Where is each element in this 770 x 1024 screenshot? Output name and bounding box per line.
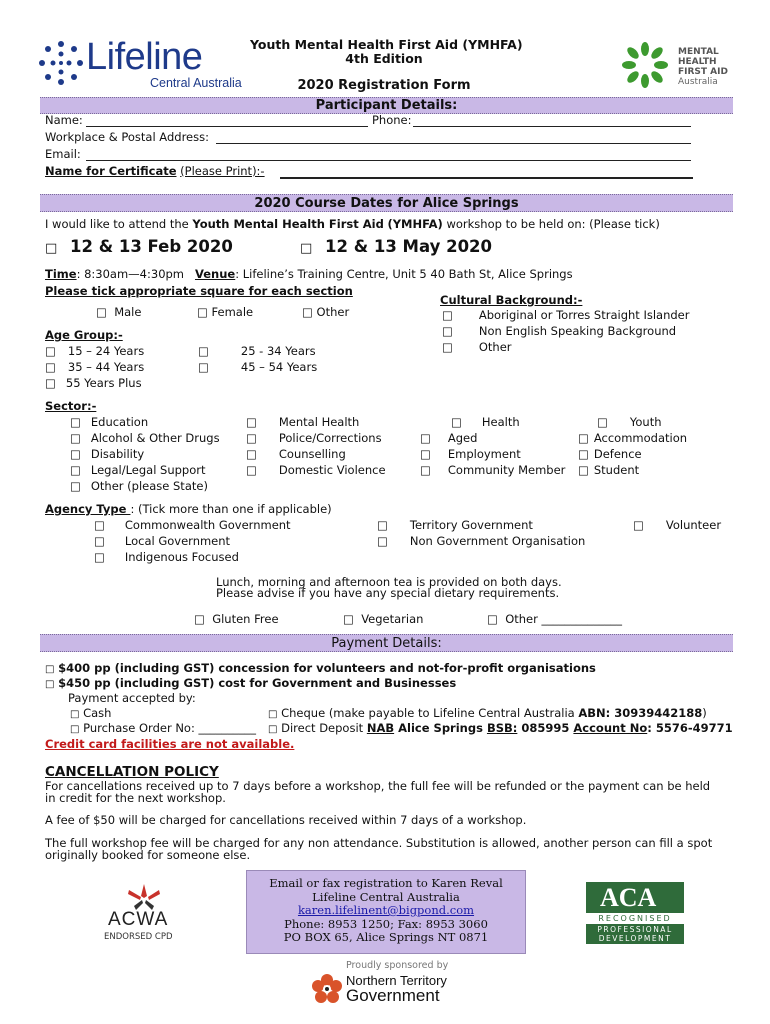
mhfa-flower-icon [622, 42, 668, 88]
pay-cheque[interactable] [268, 706, 707, 720]
time-value: : 8:30am—4:30pm [76, 267, 185, 281]
acwa-star-icon [124, 884, 164, 912]
cancel-p1b: in credit for the next workshop. [45, 791, 226, 805]
agency-checkbox[interactable] [94, 534, 105, 548]
age-checkbox[interactable] [198, 360, 209, 374]
address-label: Workplace & Postal Address: [45, 130, 209, 144]
course-intro [45, 217, 660, 231]
diet-label: Vegetarian [361, 612, 424, 626]
diet-checkbox[interactable] [487, 612, 498, 626]
dd-label: Direct Deposit [281, 721, 367, 735]
pay-checkbox[interactable] [70, 724, 79, 735]
sector-option[interactable] [578, 431, 687, 445]
sector-option[interactable] [246, 463, 386, 477]
sector-option[interactable] [420, 447, 521, 461]
mhfa-text-3: FIRST AID [678, 67, 728, 77]
fee-option-400[interactable] [45, 661, 596, 675]
cancel-p2: A fee of $50 will be charged for cancellations received within 7 days of a workshop. [45, 813, 527, 827]
aca-logo [586, 882, 684, 944]
agency-option[interactable] [377, 534, 585, 548]
agency-checkbox[interactable] [377, 534, 388, 548]
pay-checkbox[interactable] [268, 724, 277, 735]
sector-checkbox[interactable] [420, 431, 431, 445]
tick-instruction: Please tick appropriate square for each section [45, 284, 353, 298]
aca-sub2: PROFESSIONAL [597, 925, 673, 934]
sector-option[interactable] [70, 447, 144, 461]
age-option[interactable] [198, 344, 316, 358]
no-credit-cards: Credit card facilities are not available. [45, 737, 295, 751]
sector-label: Other (please State) [90, 479, 208, 493]
pay-label: Cash [83, 706, 112, 720]
time-venue [45, 267, 573, 281]
catering-line2: Please advise if you have any special dietary requirements. [216, 586, 560, 600]
dd-branch: Alice Springs [394, 721, 487, 735]
cancellation-heading: CANCELLATION POLICY [45, 764, 219, 780]
mhfa-text-4: Australia [678, 77, 718, 87]
gender-other-label: Other [316, 305, 350, 319]
sector-option[interactable] [578, 447, 642, 461]
sector-option[interactable] [597, 415, 662, 429]
name-label: Name: [45, 113, 83, 127]
lifeline-subtitle: Central Australia [150, 76, 242, 90]
sector-label: Counselling [278, 447, 346, 461]
sector-checkbox[interactable] [70, 415, 81, 429]
sector-label: Education [90, 415, 149, 429]
catering-line1: Lunch, morning and afternoon tea is provided on both days. [216, 575, 562, 589]
age-checkbox[interactable] [198, 344, 209, 358]
certificate-note: (Please Print):- [180, 164, 265, 178]
cultural-checkbox[interactable] [442, 308, 453, 322]
sector-option[interactable] [246, 415, 359, 429]
certificate-field[interactable] [280, 177, 693, 179]
agency-heading [45, 502, 332, 516]
sector-checkbox[interactable] [451, 415, 462, 429]
name-field[interactable] [86, 126, 368, 127]
cultural-option[interactable] [442, 324, 676, 338]
sector-option[interactable] [70, 431, 220, 445]
agency-checkbox[interactable] [377, 518, 388, 532]
cultural-checkbox[interactable] [442, 340, 453, 354]
diet-checkbox[interactable] [194, 612, 205, 626]
date1-label: 12 & 13 Feb 2020 [70, 237, 233, 256]
sector-label: Student [593, 463, 640, 477]
course-intro-pre: I would like to attend the [45, 217, 193, 231]
sector-label: Aged [447, 431, 478, 445]
aca-text: ACA [600, 883, 657, 912]
date2-checkbox[interactable] [300, 241, 312, 256]
acwa-text: ACWA [108, 909, 169, 930]
pay-cash[interactable] [70, 706, 111, 720]
sector-label: Alcohol & Other Drugs [90, 431, 220, 445]
fee-checkbox[interactable] [45, 679, 54, 690]
pay-label-end: ) [702, 706, 707, 720]
course-intro-bold2: (YMHFA) [387, 217, 443, 231]
age-label: 15 – 24 Years [67, 344, 145, 358]
email-field[interactable] [86, 160, 691, 161]
gender-female[interactable] [197, 305, 253, 319]
sector-option[interactable] [246, 431, 382, 445]
mhfa-logo [622, 42, 732, 92]
venue-value: : Lifeline’s Training Centre, Unit 5 40 Bath St, Alice Springs [235, 267, 573, 281]
sector-label: Disability [90, 447, 145, 461]
fee-label: $400 pp (including GST) concession for volunteers and not-for-profit organisations [58, 661, 596, 675]
sector-label: Domestic Violence [278, 463, 386, 477]
sector-checkbox[interactable] [420, 447, 431, 461]
sector-checkbox[interactable] [246, 415, 257, 429]
cultural-label: Non English Speaking Background [478, 324, 677, 338]
sector-label: Youth [629, 415, 662, 429]
diet-option[interactable] [487, 612, 622, 626]
gender-male-checkbox[interactable] [96, 305, 107, 319]
nt-government-logo [312, 972, 472, 1006]
diet-label: Other ______________ [505, 612, 622, 626]
sector-option[interactable] [246, 447, 346, 461]
cultural-option[interactable] [442, 340, 512, 354]
agency-label: Non Government Organisation [409, 534, 586, 548]
email-label: Email: [45, 147, 81, 161]
sector-label: Legal/Legal Support [90, 463, 206, 477]
form-title-2: 4th Edition [345, 51, 423, 66]
sector-checkbox[interactable] [578, 431, 589, 445]
sector-option[interactable] [70, 463, 206, 477]
gender-other[interactable] [302, 305, 349, 319]
sector-checkbox[interactable] [70, 463, 81, 477]
pay-po[interactable] [70, 721, 256, 735]
diet-label: Gluten Free [212, 612, 279, 626]
sector-label: Employment [447, 447, 521, 461]
sector-option[interactable] [70, 415, 148, 429]
pay-label: Purchase Order No: __________ [83, 721, 256, 735]
address-field[interactable] [216, 143, 691, 144]
sector-option[interactable] [420, 463, 565, 477]
agency-heading-text: Agency Type [45, 502, 131, 516]
sector-checkbox[interactable] [70, 479, 81, 493]
course-intro-bold: Youth Mental Health First Aid [192, 217, 384, 231]
contact-line2: Lifeline Central Australia [312, 889, 460, 904]
sector-heading: Sector:- [45, 399, 97, 413]
sector-option[interactable] [451, 415, 520, 429]
pay-checkbox[interactable] [70, 709, 79, 720]
gender-male[interactable] [96, 305, 141, 319]
age-label: 35 – 44 Years [67, 360, 145, 374]
fee-option-450[interactable] [45, 676, 456, 690]
agency-option[interactable] [94, 518, 291, 532]
fee-checkbox[interactable] [45, 664, 54, 675]
sector-option[interactable] [578, 463, 639, 477]
sector-label: Defence [593, 447, 642, 461]
lifeline-wordmark: Lifeline [86, 36, 203, 78]
sector-checkbox[interactable] [246, 447, 257, 461]
sector-label: Accommodation [593, 431, 688, 445]
participant-heading: Participant Details: [40, 97, 733, 114]
contact-email-link[interactable]: karen.lifelinent@bigpond.com [297, 903, 475, 917]
gender-female-label: Female [211, 305, 254, 319]
agency-label: Territory Government [409, 518, 533, 532]
acwa-logo [98, 884, 188, 944]
sector-checkbox[interactable] [70, 447, 81, 461]
dd-bsb: 085995 [517, 721, 574, 735]
gender-other-checkbox[interactable] [302, 305, 313, 319]
course-intro-post: workshop to be held on: (Please tick) [442, 217, 660, 231]
sector-label: Community Member [447, 463, 566, 477]
age-label: 25 - 34 Years [240, 344, 316, 358]
sector-checkbox[interactable] [597, 415, 608, 429]
dd-bsb-label: BSB: [486, 721, 518, 735]
contact-box [246, 870, 526, 954]
agency-option[interactable] [94, 550, 239, 564]
contact-address: PO BOX 65, Alice Springs NT 0871 [283, 930, 489, 944]
phone-field[interactable] [413, 126, 691, 127]
gender-female-checkbox[interactable] [197, 305, 208, 319]
venue-label: Venue [194, 267, 236, 281]
agency-label: Volunteer [665, 518, 722, 532]
sector-checkbox[interactable] [578, 447, 589, 461]
cultural-label: Aboriginal or Torres Straight Islander [478, 308, 690, 322]
agency-option[interactable] [633, 518, 721, 532]
agency-checkbox[interactable] [633, 518, 644, 532]
form-title-3: 2020 Registration Form [297, 78, 471, 93]
cancel-p1a: For cancellations received up to 7 days before a workshop, the full fee will be refunded or the payment can be held [45, 779, 711, 793]
cultural-label: Other [478, 340, 512, 354]
sector-checkbox[interactable] [246, 431, 257, 445]
sector-checkbox[interactable] [246, 463, 257, 477]
agency-checkbox[interactable] [94, 518, 105, 532]
cultural-option[interactable] [442, 308, 689, 322]
age-heading: Age Group:- [45, 328, 123, 342]
sector-checkbox[interactable] [578, 463, 589, 477]
acwa-subtext: ENDORSED CPD [104, 932, 173, 942]
diet-option[interactable] [343, 612, 423, 626]
contact-phone: Phone: 8953 1250; Fax: 8953 3060 [284, 916, 488, 931]
certificate-label-text: Name for Certificate [45, 164, 177, 178]
dd-account-label: Account No [573, 721, 648, 735]
course-heading: 2020 Course Dates for Alice Springs [40, 194, 733, 212]
agency-option[interactable] [377, 518, 533, 532]
age-label: 55 Years Plus [65, 376, 142, 390]
sector-label: Mental Health [278, 415, 360, 429]
sector-label: Police/Corrections [278, 431, 382, 445]
cancel-p3b: originally booked for someone else. [45, 848, 251, 862]
age-option[interactable] [198, 360, 317, 374]
pay-checkbox[interactable] [268, 709, 277, 720]
mhfa-text-2: HEALTH [678, 57, 717, 67]
nt-text-1: Northern Territory [346, 973, 447, 988]
nt-text-2: Government [346, 986, 440, 1005]
phone-label: Phone: [372, 113, 412, 127]
age-option[interactable] [45, 344, 144, 358]
age-option[interactable] [45, 376, 142, 390]
cultural-checkbox[interactable] [442, 324, 453, 338]
fee-label: $450 pp (including GST) cost for Government and Businesses [58, 676, 457, 690]
sector-label: Health [481, 415, 520, 429]
dd-bank: NAB [366, 721, 395, 735]
dd-account: : 5576-49771 [647, 721, 733, 735]
cultural-heading: Cultural Background:- [440, 293, 583, 307]
sector-option[interactable] [70, 479, 208, 493]
aca-sub3: DEVELOPMENT [598, 934, 672, 943]
form-title-1: Youth Mental Health First Aid (YMHFA) [250, 37, 523, 52]
aca-sub1: RECOGNISED [598, 914, 672, 923]
sector-checkbox[interactable] [70, 431, 81, 445]
age-checkbox[interactable] [45, 376, 56, 390]
time-label: Time [45, 267, 77, 281]
contact-line1: Email or fax registration to Karen Reval [269, 876, 503, 890]
diet-checkbox[interactable] [343, 612, 354, 626]
payment-accepted: Payment accepted by: [68, 691, 196, 705]
desert-rose-icon [312, 974, 342, 1004]
mhfa-text-1: MENTAL [678, 47, 719, 57]
pay-direct-deposit[interactable] [268, 721, 733, 735]
age-checkbox[interactable] [45, 344, 56, 358]
payment-heading: Payment Details: [40, 634, 733, 652]
sector-checkbox[interactable] [420, 463, 431, 477]
cancel-p3a: The full workshop fee will be charged for any non attendance. Substitution is allowed, another person can fill a spot [45, 836, 713, 850]
pay-label: Cheque (make payable to Lifeline Central Australia [281, 706, 579, 720]
age-checkbox[interactable] [45, 360, 56, 374]
certificate-label [45, 164, 265, 178]
date1-checkbox[interactable] [45, 241, 57, 256]
lifeline-dots-icon [38, 40, 84, 86]
agency-note: : (Tick more than one if applicable) [130, 502, 332, 516]
agency-checkbox[interactable] [94, 550, 105, 564]
agency-label: Indigenous Focused [124, 550, 239, 564]
sponsor-text: Proudly sponsored by [346, 960, 449, 971]
gender-male-label: Male [114, 305, 142, 319]
abn-number: ABN: 30939442188 [578, 706, 703, 720]
age-label: 45 – 54 Years [240, 360, 318, 374]
date2-label: 12 & 13 May 2020 [325, 237, 493, 256]
age-option[interactable] [45, 360, 144, 374]
agency-label: Commonwealth Government [124, 518, 291, 532]
agency-option[interactable] [94, 534, 230, 548]
sector-option[interactable] [420, 431, 477, 445]
diet-option[interactable] [194, 612, 279, 626]
lifeline-logo [38, 36, 250, 92]
agency-label: Local Government [124, 534, 231, 548]
